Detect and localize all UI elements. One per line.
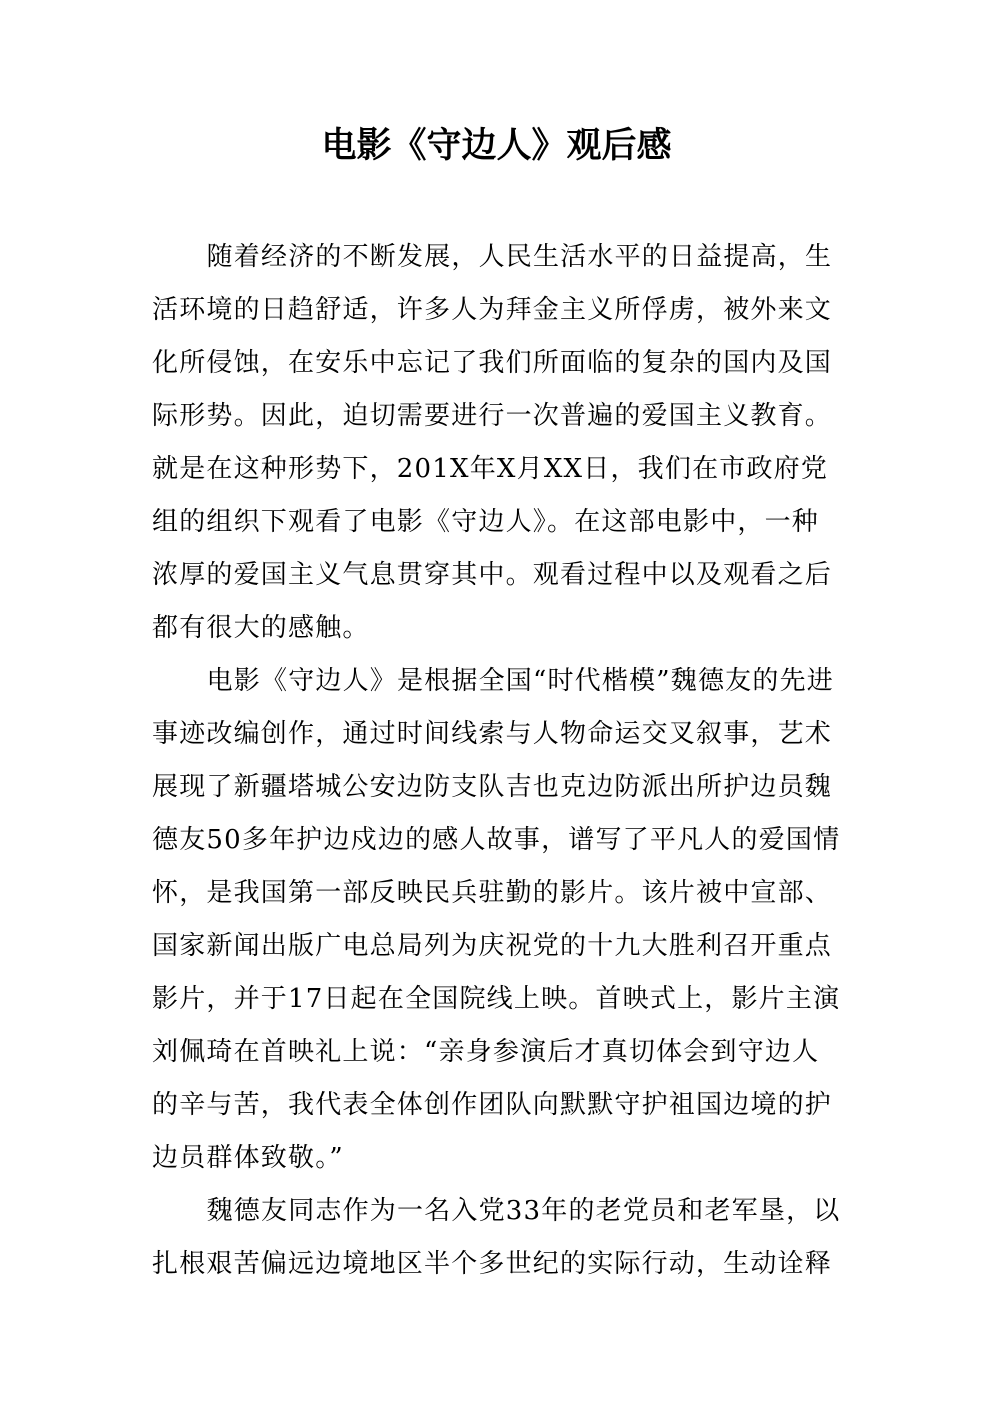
document-title: 电影《守边人》观后感 — [321, 126, 672, 166]
document-body — [152, 231, 842, 1291]
paragraph: 魏德友同志作为一名入党33年的老党员和老军垦，以扎根艰苦偏远边境地区半个多世纪的实际行动，生动诠释 — [152, 1196, 841, 1279]
paragraph: 电影《守边人》是根据全国“时代楷模”魏德友的先进事迹改编创作，通过时间线索与人物命运交叉叙事，艺术展现了新疆塔城公安边防支队吉也克边防派出所护边员魏德友50多年护边戍边的感人故事，谱写了平凡人的爱国情怀，是我国第一部反映民兵驻勤的影片。该片被中宣部、国家新闻出版广电总局列为庆祝党的十九大胜利召开重点影片，并于17日起在全国院线上映。首映式上，影片主演刘佩琦在首映礼上说：“亲身参演后才真切体会到守边人的辛与苦，我代表全体创作团队向默默守护祖国边境的护边员群体致敬。” — [152, 666, 841, 1173]
paragraph: 随着经济的不断发展，人民生活水平的日益提高，生活环境的日趋舒适，许多人为拜金主义所俘虏，被外来文化所侵蚀，在安乐中忘记了我们所面临的复杂的国内及国际形势。因此，迫切需要进行一次普遍的爱国主义教育。 — [152, 242, 833, 431]
paragraph: 就是在这种形势下，201X年X月XX日，我们在市政府党组的组织下观看了电影《守边人》。在这部电影中，一种浓厚的爱国主义气息贯穿其中。观看过程中以及观看之后都有很大的感触。 — [152, 454, 833, 643]
